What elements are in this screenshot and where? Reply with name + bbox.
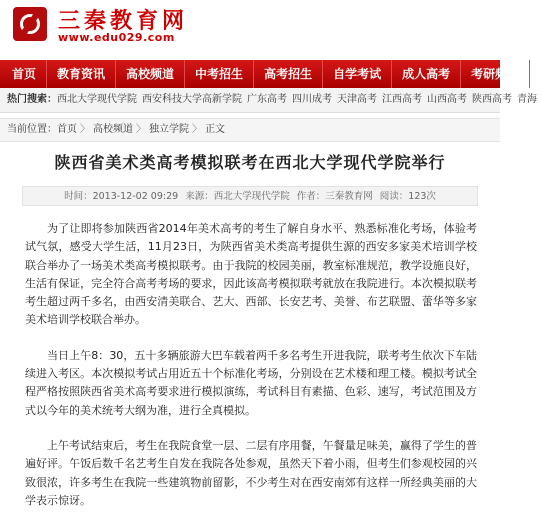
article-author: 作者：三秦教育网 (296, 191, 373, 202)
article-paragraph: 为了让即将参加陕西省2014年美术高考的考生了解自身水平、熟悉标准化考场，体验考试气氛，感受大学生活，11月23日，为陕西省美术类高考提供生源的西安多家美术培训学校联合举办了一场美术类高考模拟联考。由于我院的校园美丽，教室标准规范，教学设施良好，生活有保证，完全符合高考考场的要求，因此该高考模拟联考就放在我院进行。本次模拟联考考生超过两千多名，由西安清美联合、艺大、西部、长安艺考、美誉、布艺联盟、蕾华等多家美术培训学校联合举办。 (25, 222, 477, 327)
hot-search-bar (0, 88, 537, 113)
breadcrumb-separator: 〉 (136, 124, 146, 135)
article-time: 时间：2013-12-02 09:29 (64, 191, 179, 202)
hot-search-link[interactable]: 青海 (517, 94, 537, 105)
breadcrumb-separator: 〉 (192, 124, 202, 135)
site-logo-icon[interactable] (13, 7, 47, 41)
hot-search-link[interactable]: 西安科技大学高新学院 (142, 94, 242, 105)
hot-search-link[interactable]: 西北大学现代学院 (57, 94, 137, 105)
nav-item-universities[interactable]: 高校频道 (116, 60, 185, 88)
hot-search-label: 热门搜索： (7, 94, 57, 105)
nav-item-adult[interactable]: 成人高考 (392, 60, 461, 88)
site-url[interactable]: www.edu029.com (58, 31, 175, 44)
breadcrumb-separator: 〉 (80, 124, 90, 135)
main-nav (0, 60, 520, 88)
hot-search-link[interactable]: 四川成考 (292, 94, 332, 105)
nav-item-postgraduate[interactable]: 考研频道 (461, 60, 530, 88)
hot-search-link[interactable]: 山西高考 (427, 94, 467, 105)
article-views: 阅读：123次 (379, 191, 436, 202)
nav-item-news[interactable]: 教育资讯 (47, 60, 116, 88)
nav-item-home[interactable]: 首页 (0, 60, 47, 88)
article-paragraph: 当日上午8：30，五十多辆旅游大巴车载着两千多名考生开进我院，联考考生依次下车陆续进入考区。本次模拟考试占用近五十个标准化考场，分别设在艺术楼和理工楼。模拟考试全程严格按照陕西省美术高考要求进行模拟演练，考试科目有素描、色彩、速写，考试范围及方式以今年的美术统考大纲为准，进行全真模拟。 (25, 348, 477, 417)
hot-search-link[interactable]: 江西高考 (382, 94, 422, 105)
article-paragraph: 上午考试结束后，考生在我院食堂一层、二层有序用餐，午餐量足味美，赢得了学生的普遍好评。午饭后数千名艺考生自发在我院各处参观，虽然天下着小雨，但考生们参观校园的兴致很浓，许多考生在我院一些建筑物前留影，不少考生对在西安南郊有这样一所经典美丽的大学表示惊讶。 (25, 438, 477, 507)
article-source: 来源：西北大学现代学院 (185, 191, 290, 202)
hot-search-link[interactable]: 天津高考 (337, 94, 377, 105)
breadcrumb-home[interactable]: 首页 (57, 124, 77, 135)
breadcrumb-current: 正文 (205, 124, 225, 135)
breadcrumb-universities[interactable]: 高校频道 (93, 124, 133, 135)
article-body (25, 220, 477, 527)
nav-item-self-study[interactable]: 自学考试 (323, 60, 392, 88)
breadcrumb-label: 当前位置： (7, 124, 57, 135)
hot-search-link[interactable]: 陕西高考 (472, 94, 512, 105)
site-header (0, 0, 500, 56)
article-title: 陕西省美术类高考模拟联考在西北大学现代学院举行 (54, 153, 446, 172)
nav-item-zhongkao[interactable]: 中考招生 (185, 60, 254, 88)
hot-search-link[interactable]: 广东高考 (247, 94, 287, 105)
article-meta (22, 186, 478, 206)
nav-item-gaokao[interactable]: 高考招生 (254, 60, 323, 88)
site-name[interactable]: 三秦教育网 (58, 8, 189, 34)
breadcrumb (0, 118, 500, 142)
breadcrumb-independent-colleges[interactable]: 独立学院 (149, 124, 189, 135)
